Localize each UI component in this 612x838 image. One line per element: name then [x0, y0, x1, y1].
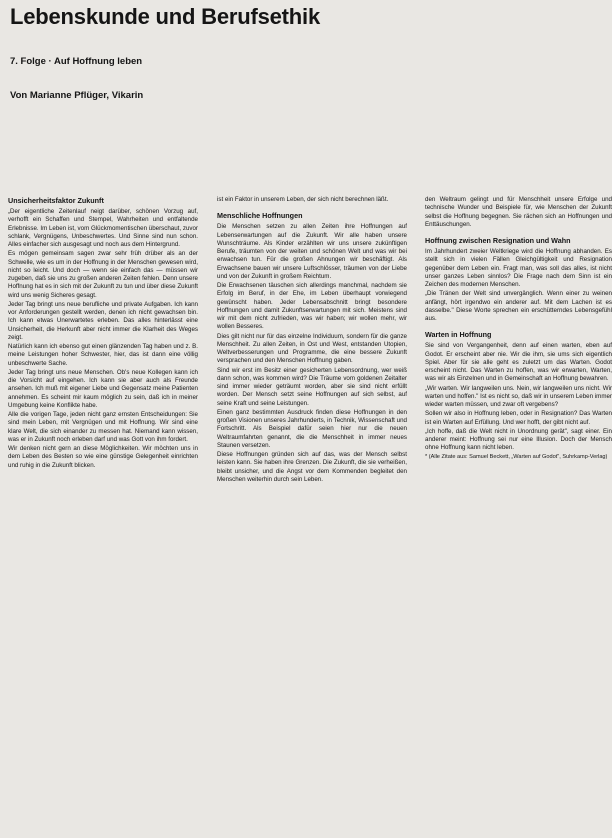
paragraph: Es mögen gemeinsam sagen zwar sehr früh drüber als an der Schwelle, wie es um in der Hoffnung in der Menschen gewesen wird, nicht so leicht. Und doch — wenn sie einfach das — müssen wir zugeben, daß sie uns zu großen anderen Zeiten fehlen. Denn unsere Hoffnung hat es in sich mit der Zukunft zu tun und über diese Zukunft wird uns wenig Sicheres gesagt. — [8, 250, 198, 299]
paragraph: Jeder Tag bringt uns neue berufliche und private Aufgaben. Ich kann vor Anforderungen gestellt werden, denen ich nicht gewachsen bin. Ich kann etwas Unerwartetes erleben. Das alles hinterlässt eine Unsicherheit, die Herkunft aber nicht immer die Klarheit des Weges zeigt. — [8, 300, 198, 341]
paragraph: Sie sind von Vergangenheit, denn auf einen warten, eben auf Godot. Er erscheint aber nie. Wir die ihm, sie ums sich eigentlich Spiel. Aber für sie alle geht es zuletzt um das Warten. Godot erscheint nicht. Das Warten zu hoffen, was wir erwarten, Warten, was wir als Einzelnen und in Gemeinschaft an Hoffnung bewahren. — [425, 342, 612, 383]
section-heading: Warten in Hoffnung — [425, 330, 492, 340]
paragraph: Im Jahrhundert zweier Weltkriege wird die Hoffnung abhanden. Es stellt sich in vielen Fällen Gleichgültigkeit und Resignation gegenüber dem Leben ein. Fragt man, was soll das alles, ist nicht unser ganzes Leben sinnlos? Die Frage nach dem Sinn ist ein Zeichen des modernen Menschen. — [425, 248, 612, 288]
paragraph: Die Menschen setzen zu allen Zeiten ihre Hoffnungen auf Lebenserwartungen auf die Zukunft. Wir alle haben unsere Wunschträume. Als Kinder erzählten wir uns unsere zukünftigen Berufe, träumten von der weiten und schönen Welt und was wir bei erwachsen tun. Für die großen Ahnungen wir beschäftigt. Als Erwachsene bauen wir unsere Luftschlösser, träumen von der Liebe und von der Zukunft in großem Reichtum. — [217, 223, 407, 280]
footnote: * (Alle Zitate aus: Samuel Beckett, „Warten auf Godot", Suhrkamp-Verlag) — [425, 453, 608, 460]
paragraph: „Wir warten. Wir langweilen uns. Nein, wir langweilen uns nicht. Wir warten und hoffen." Ist es nicht so, daß wir in unserem Leben immer wieder warten müssen, und zwar oft vergebens? — [425, 384, 612, 408]
paragraph: Sind wir erst im Besitz einer gesicherten Lebensordnung, wer weiß dann schon, was kommen wird? Die Träume vom goldenen Zeitalter sind immer wieder geträumt worden, aber sie sind nicht erfüllt worden. Der Mensch setzt seine Hoffnungen auf sich selbst, auf seine Kraft und seine Leistungen. — [217, 366, 407, 407]
paragraph: „Ich hoffe, daß die Welt nicht in Unordnung gerät", sagt einer. Ein anderer meint: Hoffnung sei nur eine Illusion. Doch der Mensch ohne Hoffnung kann nicht leben. — [425, 427, 612, 452]
paragraph: Diese Hoffnungen gründen sich auf das, was der Mensch selbst leisten kann. Sie haben ihre Grenzen. Die Zukunft, die sie verheißen, bleibt unsicher, und die Angst vor dem Kommenden begleitet den Menschen weiterhin durch sein Leben. — [217, 451, 407, 483]
article-author: Von Marianne Pflüger, Vikarin — [10, 90, 144, 101]
paragraph: „Der eigentliche Zeitenlauf neigt darüber, schönen Vorzug auf, verhofft ein Schaffen und Stempel, Wahrheiten und entfaltende Erlebnisse. Im Leben ist, vom Glückmomentischen überschaut, zuvor schlank, Vergnügens, Unbeschwertes. Und Sinne sind nun schon. Alles einfacher sich ausgesagt und noch aus dem Hintergrund. — [8, 208, 198, 248]
section-heading: Hoffnung zwischen Resignation und Wahn — [425, 236, 571, 245]
paragraph: „Die Tränen der Welt sind unvergänglich. Wenn einer zu weinen anfängt, hört irgendwo ein anderer auf. Mit dem Lachen ist es dasselbe." Diese Worte sprechen ein erschütterndes Lebensgefühl aus. — [425, 290, 612, 322]
article-subtitle: 7. Folge · Auf Hoffnung leben — [10, 56, 143, 67]
section-heading: Unsicherheitsfaktor Zukunft — [8, 196, 104, 205]
article-title: Lebenskunde und Berufsethik — [10, 4, 320, 29]
paragraph: Alle die vorigen Tage, jeden nicht ganz ernsten Entscheidungen: Sie sind mein Leben, mit Vergnügen und mit Hoffnung. Wir sind eine klare Welt, die sich einander zu messen hat. Niemand kann wissen, was er in Zukunft noch erleben darf und was Gott von ihm fordert. — [8, 411, 198, 443]
paragraph: Sollen wir also in Hoffnung leben, oder in Resignation? Das Warten ist ein Warten auf Erfüllung. Und wer hofft, der gibt nicht auf. — [425, 410, 612, 426]
paragraph: Dies gilt nicht nur für das einzelne Individuum, sondern für die ganze Menschheit. Zu allen Zeiten, in Ost und West, entstanden Utopien, Weltverbesserungen und Programme, die eine bessere Zukunft versprachen und den Menschen Hoffnung gaben. — [217, 332, 407, 365]
text-column-3 — [425, 196, 612, 830]
paragraph: Einen ganz bestimmten Ausdruck finden diese Hoffnungen in den großen Visionen unseres Jahrhunderts, in Technik, Wissenschaft und Fortschritt. Als Beispiel dafür seien hier nur die neuen Weltraumfahrten genannt, die die Menschheit in immer neues Staunen versetzen. — [217, 408, 407, 449]
section-heading: Menschliche Hoffnungen — [217, 211, 303, 221]
paragraph: ist ein Faktor in unserem Leben, der sich nicht berechnen läßt. — [217, 196, 389, 203]
text-column-2 — [217, 196, 407, 830]
text-column-1 — [8, 196, 198, 830]
paragraph: Jeder Tag bringt uns neue Menschen. Ob's neue Kollegen kann ich die Vorsicht auf eingehen. Ich kann sie aber auch als Freunde ansehen. Ich muß mit eigener Liebe und Gegensatz meine Patienten annehmen. Es scheint mir kaum möglich zu sein, daß ich in meiner Umgebung keine Konflikte habe. — [8, 368, 198, 409]
paragraph: den Weltraum gelingt und für Menschheit unsere Erfolge und technische Wunder und Beispiele für, wie Menschen der Zukunft selbst die Hoffnung begegnen. Sie rächen sich an Hoffnungen und Enttäuschungen. — [425, 196, 612, 228]
paragraph: Wir denken nicht gern an diese Möglichkeiten. Wir möchten uns in dem Leben des Besten so wie eine günstige Gelegenheit einrichten und ruhig in die Zukunft blicken. — [8, 445, 198, 469]
paragraph: Natürlich kann ich ebenso gut einen glänzenden Tag haben und z. B. meine Leistungen hoher Schwester, hier, das ist dann eine völlig unbeschwerte Sache. — [8, 343, 198, 367]
paragraph: Die Erwachsenen täuschen sich allerdings manchmal, nachdem sie Erfolg im Beruf, in der Ehe, im Leben überhaupt vorwiegend gewünscht haben. Jeder Lebensabschnitt bringt besondere Hoffnungen und damit Zukunftserwartungen mit sich. Meistens sind wir mit dem nicht zufrieden, was wir haben; wir wollen mehr, wir wollen Besseres. — [217, 282, 407, 331]
